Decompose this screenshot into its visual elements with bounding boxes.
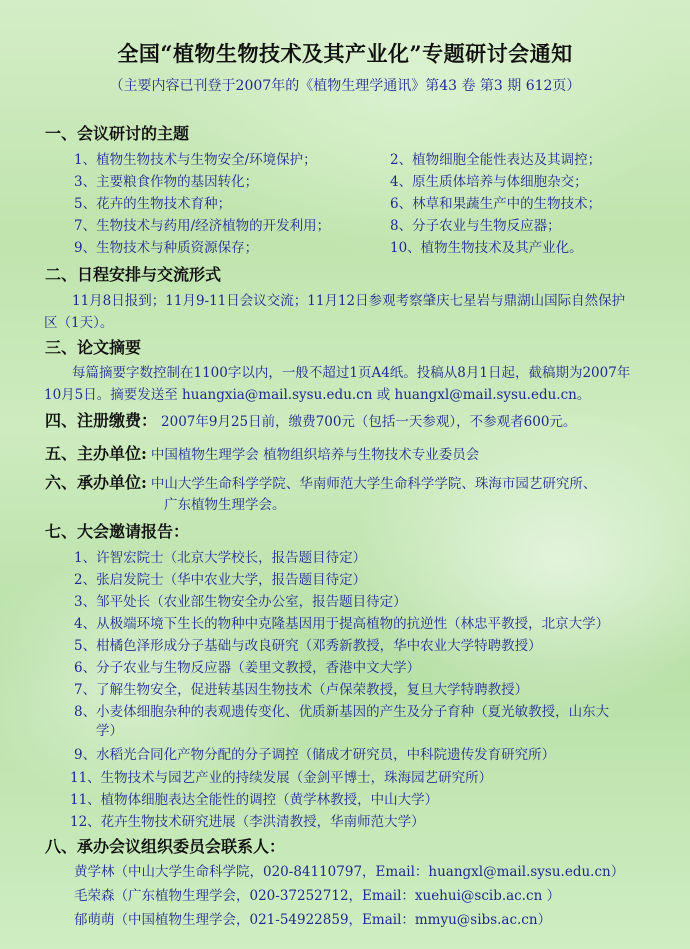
report-item: 8、小麦体细胞杂种的表观遗传变化、优质新基因的产生及分子育种（夏光敏教授，山东大	[74, 704, 610, 720]
schedule-text: 11月8日报到；11月9-11日会议交流；11月12日参观考察肇庆七星岩与鼎湖山国际自然保护	[72, 293, 626, 309]
report-item: 11、植物体细胞表达全能性的调控（黄学林教授，中山大学）	[70, 792, 439, 808]
host-text: 广东植物生理学会。	[164, 497, 286, 513]
section-4-row	[45, 408, 576, 431]
page-title: 全国“植物生物技术及其产业化”专题研讨会通知	[117, 41, 573, 66]
section-3-heading: 三、论文摘要	[45, 338, 142, 357]
report-item: 11、生物技术与园艺产业的持续发展（金剑平博士，珠海园艺研究所）	[70, 770, 493, 786]
topic-item: 5、花卉的生物技术育种；	[74, 196, 232, 212]
report-item: 9、水稻光合同化产物分配的分子调控（储成才研究员，中科院遗传发育研究所）	[74, 747, 556, 763]
section-2-heading: 二、日程安排与交流形式	[45, 265, 222, 284]
topic-item: 2、植物细胞全能性表达及其调控；	[390, 152, 602, 168]
report-item: 7、了解生物安全，促进转基因生物技术（卢保荣教授，复旦大学特聘教授）	[74, 682, 529, 698]
report-item: 1、许智宏院士（北京大学校长，报告题目待定）	[74, 550, 367, 566]
section-6-heading: 六、承办单位:	[45, 473, 147, 492]
schedule-text: 区（1天）。	[44, 315, 114, 331]
organizer-text: 中国植物生理学会 植物组织培养与生物技术专业委员会	[150, 447, 480, 463]
host-text: 中山大学生命科学学院、华南师范大学生命科学学院、珠海市园艺研究所、	[150, 476, 597, 492]
section-8-heading: 八、承办会议组织委员会联系人：	[45, 837, 286, 856]
report-item: 3、邹平处长（农业部生物安全办公室，报告题目待定）	[74, 594, 407, 610]
topic-item: 10、植物生物技术及其产业化。	[390, 240, 583, 256]
report-item: 学）	[96, 723, 123, 739]
topic-item: 7、生物技术与药用/经济植物的开发利用；	[74, 218, 331, 234]
section-5-heading: 五、主办单位:	[45, 444, 147, 463]
report-item: 12、花卉生物技术研究进展（李洪清教授，华南师范大学）	[70, 814, 425, 830]
page-subtitle: （主要内容已刊登于2007年的《植物生理学通讯》第43 卷 第3 期 612页）	[109, 78, 581, 94]
contact-item: 毛荣森（广东植物生理学会，020-37252712，Email：xuehui@scib.ac.cn ）	[74, 888, 561, 904]
report-item: 5、柑橘色泽形成分子基础与改良研究（邓秀新教授，华中农业大学特聘教授）	[74, 638, 542, 654]
abstract-text: 10月5日。摘要发送至 huangxia@mail.sysu.edu.cn 或 huangxl@mail.sysu.edu.cn。	[44, 387, 591, 403]
report-item: 4、从极端环境下生长的物种中克隆基因用于提高植物的抗逆性（林忠平教授，北京大学）	[74, 616, 610, 632]
registration-fee-text: 2007年9月25日前，缴费700元（包括一天参观），不参观者600元。	[161, 414, 577, 430]
section-5-row	[45, 441, 479, 464]
contact-item: 黄学林（中山大学生命科学院，020-84110797，Email：huangxl@mail.sysu.edu.cn）	[74, 864, 625, 880]
section-4-heading: 四、注册缴费：	[45, 411, 158, 430]
topic-item: 4、原生质体培养与体细胞杂交；	[390, 174, 588, 190]
contact-item: 郁萌萌（中国植物生理学会，021-54922859，Email：mmyu@sibs.ac.cn）	[74, 912, 552, 928]
topic-item: 6、林草和果蔬生产中的生物技术；	[390, 196, 602, 212]
report-item: 6、分子农业与生物反应器（姜里文教授，香港中文大学）	[74, 660, 421, 676]
abstract-text: 每篇摘要字数控制在1100字以内，一般不超过1页A4纸。投稿从8月1日起，截稿期为2007年	[72, 365, 631, 381]
topic-item: 3、主要粮食作物的基因转化；	[74, 174, 259, 190]
topic-item: 8、分子农业与生物反应器；	[390, 218, 561, 234]
section-7-heading: 七、大会邀请报告：	[45, 522, 190, 541]
topic-item: 1、植物生物技术与生物安全/环境保护；	[74, 152, 317, 168]
section-1-heading: 一、会议研讨的主题	[45, 124, 190, 143]
section-6-row	[45, 470, 596, 493]
topic-item: 9、生物技术与种质资源保存；	[74, 240, 259, 256]
report-item: 2、张启发院士（华中农业大学，报告题目待定）	[74, 572, 367, 588]
